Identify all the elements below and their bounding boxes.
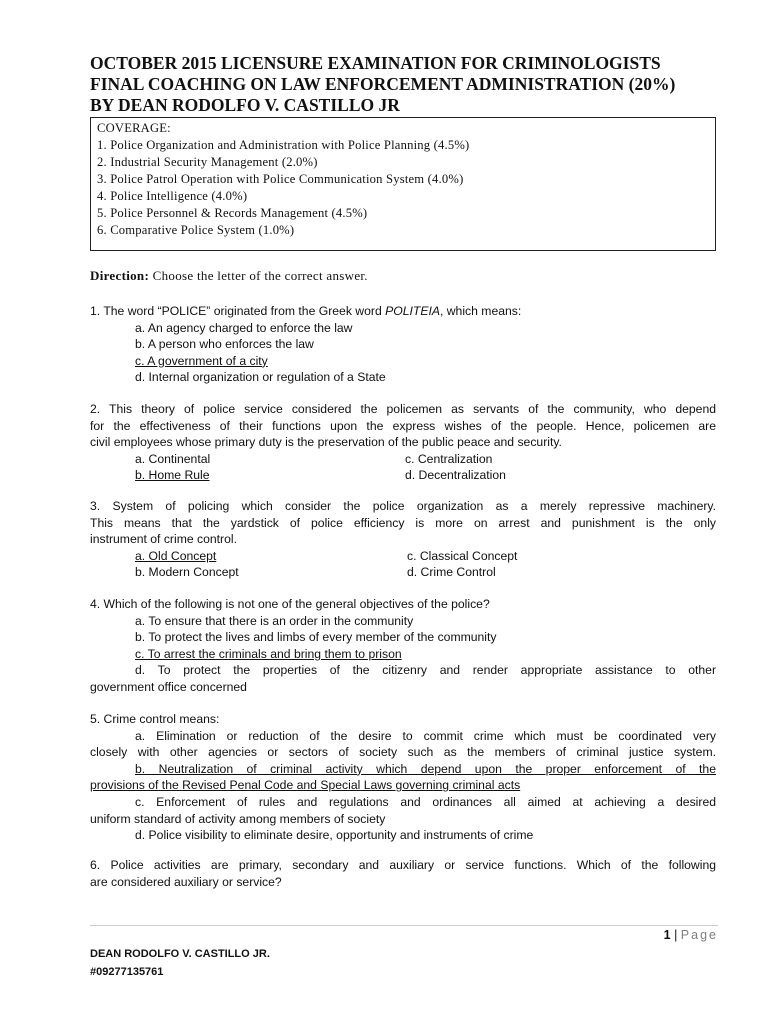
- option-b: b. Modern Concept: [135, 565, 239, 580]
- option-c: c. Centralization: [405, 451, 493, 466]
- footer-phone: #09277135761: [90, 966, 164, 978]
- options-row: [90, 564, 716, 581]
- question-stem-line: instrument of crime control.: [90, 532, 237, 547]
- question-5: [90, 711, 716, 844]
- question-stem-line: civil employees whose primary duty is the preservation of the public peace and security.: [90, 435, 562, 450]
- option-c: c. Classical Concept: [407, 548, 518, 563]
- question-stem-line: 2. This theory of police service considered the policemen as servants of the community, who depend: [90, 402, 716, 416]
- options-row: [90, 467, 716, 484]
- option-a-correct: a. Old Concept: [135, 548, 217, 563]
- question-6: [90, 857, 716, 890]
- options-row: [90, 451, 716, 468]
- option-d: d. Internal organization or regulation of a State: [135, 370, 386, 385]
- option-b: b. A person who enforces the law: [135, 337, 314, 352]
- coverage-item: 1. Police Organization and Administration with Police Planning (4.5%): [97, 138, 470, 152]
- question-1: [90, 303, 716, 386]
- question-stem: 4. Which of the following is not one of the general objectives of the police?: [90, 597, 490, 611]
- question-stem-line: for the effectiveness of their functions upon the express wishes of the people. Hence, policemen are: [90, 418, 716, 433]
- option-c-correct: c. To arrest the criminals and bring them to prison: [135, 646, 402, 661]
- question-stem-line: This means that the yardstick of police efficiency is more on arrest and punishment is the only: [90, 515, 716, 530]
- option-d: d. Police visibility to eliminate desire, opportunity and instruments of crime: [135, 828, 534, 843]
- footer-divider: [90, 925, 718, 926]
- coverage-item: 4. Police Intelligence (4.0%): [97, 189, 248, 203]
- direction-text: Direction: Choose the letter of the correct answer.: [90, 268, 368, 283]
- option-b: b. To protect the lives and limbs of every member of the community: [135, 630, 497, 645]
- coverage-item: 3. Police Patrol Operation with Police Communication System (4.0%): [97, 172, 464, 186]
- option-c-line: uniform standard of activity among members of society: [90, 811, 386, 826]
- page-number: 1 | Page: [663, 928, 718, 942]
- coverage-item: 5. Police Personnel & Records Management (4.5%): [97, 206, 368, 220]
- question-2: [90, 401, 716, 484]
- option-d-line: d. To protect the properties of the citizenry and render appropriate assistance to other: [135, 663, 716, 678]
- header-line-2: FINAL COACHING ON LAW ENFORCEMENT ADMINISTRATION (20%): [90, 74, 676, 94]
- option-a: a. To ensure that there is an order in the community: [135, 613, 414, 628]
- coverage-box: [90, 117, 716, 251]
- question-stem-line: 6. Police activities are primary, secondary and auxiliary or service functions. Which of the following: [90, 858, 716, 872]
- footer-author: DEAN RODOLFO V. CASTILLO JR.: [90, 948, 270, 960]
- question-stem-line: 3. System of policing which consider the police organization as a merely repressive machinery.: [90, 499, 716, 513]
- option-b-correct-line: provisions of the Revised Penal Code and Special Laws governing criminal acts: [90, 778, 521, 793]
- question-stem: 5. Crime control means:: [90, 712, 220, 726]
- option-a: a. An agency charged to enforce the law: [135, 320, 353, 335]
- question-stem-line: are considered auxiliary or service?: [90, 874, 282, 889]
- option-d: d. Crime Control: [407, 565, 496, 580]
- coverage-item: 2. Industrial Security Management (2.0%): [97, 155, 318, 169]
- header-line-1: OCTOBER 2015 LICENSURE EXAMINATION FOR CRIMINOLOGISTS: [90, 53, 661, 73]
- option-d: d. Decentralization: [405, 468, 506, 483]
- option-b-correct: b. Home Rule: [135, 468, 210, 483]
- header-line-3: BY DEAN RODOLFO V. CASTILLO JR: [90, 95, 400, 115]
- option-d-line: government office concerned: [90, 679, 247, 694]
- option-a-line: closely with other agencies or sectors of society such as the members of criminal justice system.: [90, 745, 716, 760]
- options-row: [90, 548, 716, 565]
- question-stem: 1. The word “POLICE” originated from the Greek word POLITEIA, which means:: [90, 304, 522, 318]
- question-4: [90, 596, 716, 696]
- coverage-title: COVERAGE:: [97, 121, 171, 135]
- direction-label: Direction:: [90, 268, 150, 283]
- question-3: [90, 498, 716, 581]
- option-b-correct-line: b. Neutralization of criminal activity which depend upon the proper enforcement of the: [135, 761, 716, 776]
- option-a-line: a. Elimination or reduction of the desire to commit crime which must be coordinated very: [135, 728, 716, 743]
- option-a: a. Continental: [135, 451, 211, 466]
- coverage-item: 6. Comparative Police System (1.0%): [97, 223, 295, 237]
- option-c-line: c. Enforcement of rules and regulations and ordinances all aimed at achieving a desired: [135, 794, 716, 809]
- option-c-correct: c. A government of a city: [135, 353, 268, 368]
